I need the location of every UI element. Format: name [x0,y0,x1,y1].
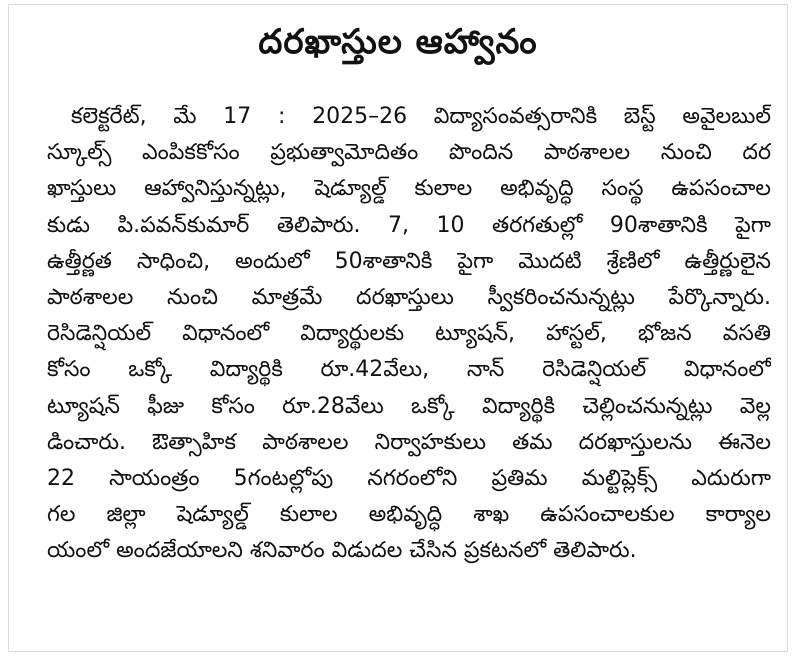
article-headline: దరఖాస్తుల ఆహ్వానం [258,22,538,62]
article-line-2: స్కూల్స్‌ ఎంపికకోసం ప్రభుత్వామోదితం పొందిన పాఠశాలల నుంచి దర [47,140,771,166]
article-line-11: 22 సాయంత్రం 5గంటల్లోపు నగరంలోని ప్రతిమ మల్టిప్లెక్స్‌ ఎదురుగా [47,465,771,491]
article-line-13: యంలో అందజేయాలని శనివారం విడుదల చేసిన ప్రకటనలో తెలిపారు. [47,538,637,564]
article-line-4: కుడు పి.పవన్‌కుమార్‌ తెలిపారు. 7, 10 తరగతుల్లో 90శాతానికి పైగా [47,212,771,238]
article-line-9: ట్యూషన్‌ ఫీజు కోసం రూ.28వేలు ఒక్కో విద్యార్థికి చెల్లించనున్నట్లు వెల్ల [47,393,771,419]
newspaper-clipping [8,4,788,652]
article-line-12: గల జిల్లా షెడ్యూల్డ్‌ కులాల అభివృద్ధి శాఖ ఉపసంచాలకుల కార్యాల [47,502,771,528]
article-line-1: కలెక్టరేట్‌, మే 17 : 2025–26 విద్యాసంవత్సరానికి బెస్ట్‌ అవైలబుల్‌ [71,104,771,129]
article-line-6: పాఠశాలల నుంచి మాత్రమే దరఖాస్తులు స్వీకరించనున్నట్లు పేర్కొన్నారు. [47,284,771,310]
article-body [47,99,771,569]
article-line-10: డించారు. ఔత్సాహిక పాఠశాలల నిర్వాహకులు తమ దరఖాస్తులను ఈనెల [47,429,771,455]
article-line-5: ఉత్తీర్ణత సాధించి, అందులో 50శాతానికి పైగా మొదటి శ్రేణిలో ఉత్తీర్ణులైన [47,248,771,274]
article-line-3: ఖాస్తులు ఆహ్వానిస్తున్నట్లు, షెడ్యూల్డ్‌ కులాల అభివృద్ధి సంస్థ ఉపసంచాల [47,176,771,202]
article-line-7: రెసిడెన్షియల్‌ విధానంలో విద్యార్థులకు ట్యూషన్‌, హాస్టల్‌, భోజన వసతి [47,321,771,347]
article-line-8: కోసం ఒక్కో విద్యార్థికి రూ.42వేలు, నాన్‌ రెసిడెన్షియల్‌ విధానంలో [47,357,771,383]
